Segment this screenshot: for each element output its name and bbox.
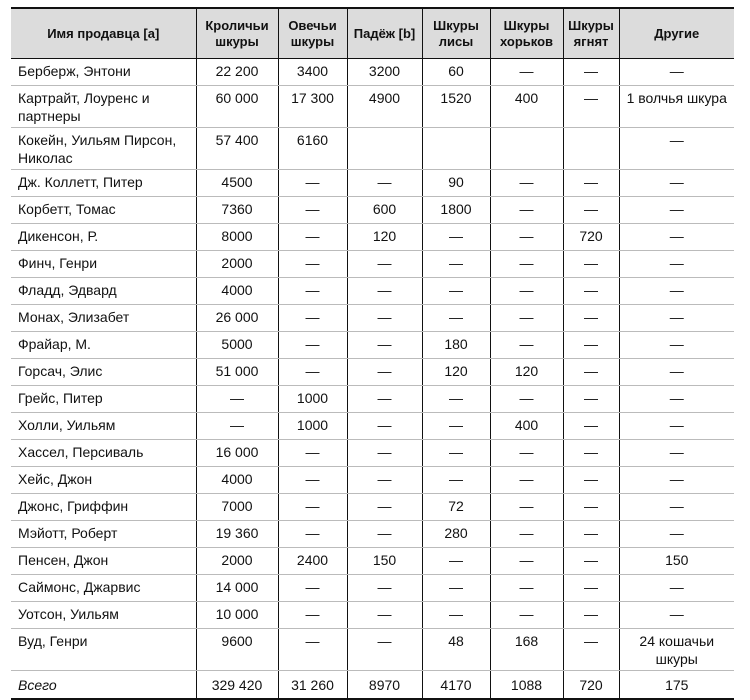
header-fallen: Падёж [b]	[347, 8, 422, 59]
table-row	[11, 467, 734, 494]
ferret-cell: —	[490, 59, 563, 86]
fallen-cell: —	[347, 602, 422, 629]
lamb-cell: —	[563, 305, 619, 332]
table-row	[11, 305, 734, 332]
table-row	[11, 440, 734, 467]
seller-name-cell: Кокейн, Уильям Пирсон, Николас	[11, 128, 196, 170]
fox-cell: —	[422, 386, 490, 413]
total-row	[11, 671, 734, 700]
sheep-cell: 1000	[278, 413, 347, 440]
fox-cell: —	[422, 278, 490, 305]
header-ferret: Шкуры хорьков	[490, 8, 563, 59]
seller-name-cell: Хассел, Персиваль	[11, 440, 196, 467]
lamb-cell: —	[563, 359, 619, 386]
fallen-cell: —	[347, 575, 422, 602]
table-header	[11, 8, 734, 59]
lamb-cell: 720	[563, 224, 619, 251]
seller-name-cell: Холли, Уильям	[11, 413, 196, 440]
total-cell: 8970	[347, 671, 422, 700]
rabbit-cell: 22 200	[196, 59, 278, 86]
lamb-cell: —	[563, 170, 619, 197]
lamb-cell: —	[563, 521, 619, 548]
seller-name-cell: Дж. Коллетт, Питер	[11, 170, 196, 197]
fox-cell: —	[422, 602, 490, 629]
table-body	[11, 59, 734, 700]
table-row	[11, 170, 734, 197]
lamb-cell: —	[563, 278, 619, 305]
seller-name-cell: Пенсен, Джон	[11, 548, 196, 575]
ferret-cell: —	[490, 467, 563, 494]
sheep-cell: —	[278, 629, 347, 671]
fallen-cell: —	[347, 521, 422, 548]
ferret-cell: 400	[490, 413, 563, 440]
rabbit-cell: —	[196, 386, 278, 413]
fox-cell: —	[422, 548, 490, 575]
other-cell: —	[619, 305, 734, 332]
header-sheep: Овечьи шкуры	[278, 8, 347, 59]
ferret-cell: —	[490, 494, 563, 521]
seller-name-cell: Монах, Элизабет	[11, 305, 196, 332]
other-cell: —	[619, 494, 734, 521]
fallen-cell: —	[347, 170, 422, 197]
table-row	[11, 86, 734, 128]
ferret-cell: —	[490, 251, 563, 278]
other-cell: 150	[619, 548, 734, 575]
lamb-cell: —	[563, 629, 619, 671]
table-row	[11, 386, 734, 413]
rabbit-cell: 51 000	[196, 359, 278, 386]
ferret-cell: —	[490, 332, 563, 359]
sheep-cell: —	[278, 332, 347, 359]
fallen-cell: —	[347, 278, 422, 305]
sheep-cell: —	[278, 305, 347, 332]
fallen-cell: —	[347, 251, 422, 278]
table-row	[11, 359, 734, 386]
sheep-cell: 1000	[278, 386, 347, 413]
fox-cell: —	[422, 440, 490, 467]
fallen-cell: —	[347, 305, 422, 332]
table-row	[11, 413, 734, 440]
sheep-cell: —	[278, 575, 347, 602]
total-cell: 720	[563, 671, 619, 700]
fox-cell: 1800	[422, 197, 490, 224]
ferret-cell: —	[490, 278, 563, 305]
lamb-cell: —	[563, 494, 619, 521]
lamb-cell	[563, 128, 619, 170]
fox-cell: 60	[422, 59, 490, 86]
fox-cell: 120	[422, 359, 490, 386]
fallen-cell: 3200	[347, 59, 422, 86]
seller-name-cell: Фладд, Эдвард	[11, 278, 196, 305]
sheep-cell: —	[278, 197, 347, 224]
lamb-cell: —	[563, 602, 619, 629]
fallen-cell: —	[347, 413, 422, 440]
ferret-cell: —	[490, 521, 563, 548]
fallen-cell: 150	[347, 548, 422, 575]
sheep-cell: —	[278, 494, 347, 521]
fallen-cell	[347, 128, 422, 170]
total-cell: 31 260	[278, 671, 347, 700]
fox-cell: —	[422, 467, 490, 494]
table-row	[11, 251, 734, 278]
other-cell: —	[619, 521, 734, 548]
other-cell: 1 волчья шкура	[619, 86, 734, 128]
other-cell: —	[619, 413, 734, 440]
ferret-cell: 168	[490, 629, 563, 671]
lamb-cell: —	[563, 413, 619, 440]
fox-cell: 180	[422, 332, 490, 359]
fallen-cell: —	[347, 467, 422, 494]
fallen-cell: 120	[347, 224, 422, 251]
fox-cell: 90	[422, 170, 490, 197]
fox-cell: —	[422, 251, 490, 278]
rabbit-cell: 4000	[196, 278, 278, 305]
other-cell: —	[619, 467, 734, 494]
lamb-cell: —	[563, 86, 619, 128]
ferret-cell: —	[490, 548, 563, 575]
lamb-cell: —	[563, 197, 619, 224]
rabbit-cell: 4000	[196, 467, 278, 494]
fallen-cell: —	[347, 629, 422, 671]
seller-name-cell: Саймонс, Джарвис	[11, 575, 196, 602]
fox-cell: 280	[422, 521, 490, 548]
ferret-cell: —	[490, 305, 563, 332]
table-row	[11, 521, 734, 548]
rabbit-cell: 7000	[196, 494, 278, 521]
table-row	[11, 197, 734, 224]
sheep-cell: —	[278, 278, 347, 305]
table-row	[11, 128, 734, 170]
table-row	[11, 224, 734, 251]
rabbit-cell: 4500	[196, 170, 278, 197]
sheep-cell: —	[278, 602, 347, 629]
sheep-cell: —	[278, 251, 347, 278]
total-label: Всего	[11, 671, 196, 700]
rabbit-cell: 8000	[196, 224, 278, 251]
seller-name-cell: Хейс, Джон	[11, 467, 196, 494]
rabbit-cell: 7360	[196, 197, 278, 224]
other-cell: —	[619, 602, 734, 629]
rabbit-cell: 14 000	[196, 575, 278, 602]
seller-name-cell: Вуд, Генри	[11, 629, 196, 671]
table-row	[11, 332, 734, 359]
rabbit-cell: —	[196, 413, 278, 440]
fox-cell: 72	[422, 494, 490, 521]
sellers-table	[11, 7, 734, 700]
seller-name-cell: Корбетт, Томас	[11, 197, 196, 224]
fox-cell: —	[422, 575, 490, 602]
rabbit-cell: 57 400	[196, 128, 278, 170]
table-row	[11, 278, 734, 305]
total-cell: 4170	[422, 671, 490, 700]
fox-cell: —	[422, 224, 490, 251]
other-cell: —	[619, 128, 734, 170]
ferret-cell: 400	[490, 86, 563, 128]
lamb-cell: —	[563, 332, 619, 359]
ferret-cell: —	[490, 197, 563, 224]
rabbit-cell: 5000	[196, 332, 278, 359]
sheep-cell: —	[278, 467, 347, 494]
lamb-cell: —	[563, 386, 619, 413]
rabbit-cell: 60 000	[196, 86, 278, 128]
table-container	[11, 7, 734, 700]
other-cell: —	[619, 332, 734, 359]
lamb-cell: —	[563, 251, 619, 278]
fallen-cell: 4900	[347, 86, 422, 128]
header-lamb: Шкуры ягнят	[563, 8, 619, 59]
table-row	[11, 548, 734, 575]
header-row	[11, 8, 734, 59]
total-cell: 175	[619, 671, 734, 700]
lamb-cell: —	[563, 440, 619, 467]
ferret-cell: —	[490, 386, 563, 413]
seller-name-cell: Картрайт, Лоуренс и партнеры	[11, 86, 196, 128]
ferret-cell: —	[490, 575, 563, 602]
fallen-cell: —	[347, 332, 422, 359]
seller-name-cell: Мэйотт, Роберт	[11, 521, 196, 548]
seller-name-cell: Горсач, Элис	[11, 359, 196, 386]
other-cell: —	[619, 440, 734, 467]
seller-name-cell: Финч, Генри	[11, 251, 196, 278]
fallen-cell: 600	[347, 197, 422, 224]
ferret-cell: —	[490, 602, 563, 629]
seller-name-cell: Уотсон, Уильям	[11, 602, 196, 629]
lamb-cell: —	[563, 59, 619, 86]
ferret-cell: 120	[490, 359, 563, 386]
sheep-cell: —	[278, 359, 347, 386]
other-cell: —	[619, 251, 734, 278]
other-cell: —	[619, 386, 734, 413]
sheep-cell: —	[278, 440, 347, 467]
seller-name-cell: Фрайар, М.	[11, 332, 196, 359]
rabbit-cell: 16 000	[196, 440, 278, 467]
ferret-cell: —	[490, 170, 563, 197]
other-cell: —	[619, 359, 734, 386]
other-cell: —	[619, 59, 734, 86]
sheep-cell: 17 300	[278, 86, 347, 128]
sheep-cell: 2400	[278, 548, 347, 575]
fallen-cell: —	[347, 440, 422, 467]
seller-name-cell: Дикенсон, Р.	[11, 224, 196, 251]
lamb-cell: —	[563, 467, 619, 494]
ferret-cell: —	[490, 224, 563, 251]
rabbit-cell: 2000	[196, 251, 278, 278]
sheep-cell: 3400	[278, 59, 347, 86]
rabbit-cell: 2000	[196, 548, 278, 575]
header-rabbit: Кроличьи шкуры	[196, 8, 278, 59]
rabbit-cell: 9600	[196, 629, 278, 671]
table-row	[11, 59, 734, 86]
seller-name-cell: Берберж, Энтони	[11, 59, 196, 86]
fox-cell: —	[422, 413, 490, 440]
other-cell: —	[619, 224, 734, 251]
fox-cell	[422, 128, 490, 170]
fox-cell: 1520	[422, 86, 490, 128]
fallen-cell: —	[347, 386, 422, 413]
rabbit-cell: 10 000	[196, 602, 278, 629]
lamb-cell: —	[563, 548, 619, 575]
fox-cell: 48	[422, 629, 490, 671]
other-cell: —	[619, 197, 734, 224]
sheep-cell: 6160	[278, 128, 347, 170]
header-other: Другие	[619, 8, 734, 59]
sheep-cell: —	[278, 170, 347, 197]
lamb-cell: —	[563, 575, 619, 602]
header-name: Имя продавца [a]	[11, 8, 196, 59]
table-row	[11, 494, 734, 521]
table-row	[11, 629, 734, 671]
other-cell: —	[619, 278, 734, 305]
fox-cell: —	[422, 305, 490, 332]
sheep-cell: —	[278, 521, 347, 548]
table-row	[11, 602, 734, 629]
rabbit-cell: 19 360	[196, 521, 278, 548]
header-fox: Шкуры лисы	[422, 8, 490, 59]
other-cell: —	[619, 575, 734, 602]
sheep-cell: —	[278, 224, 347, 251]
fallen-cell: —	[347, 494, 422, 521]
fallen-cell: —	[347, 359, 422, 386]
total-cell: 329 420	[196, 671, 278, 700]
rabbit-cell: 26 000	[196, 305, 278, 332]
seller-name-cell: Грейс, Питер	[11, 386, 196, 413]
table-row	[11, 575, 734, 602]
ferret-cell: —	[490, 440, 563, 467]
ferret-cell	[490, 128, 563, 170]
seller-name-cell: Джонс, Гриффин	[11, 494, 196, 521]
other-cell: 24 кошачьи шкуры	[619, 629, 734, 671]
other-cell: —	[619, 170, 734, 197]
total-cell: 1088	[490, 671, 563, 700]
